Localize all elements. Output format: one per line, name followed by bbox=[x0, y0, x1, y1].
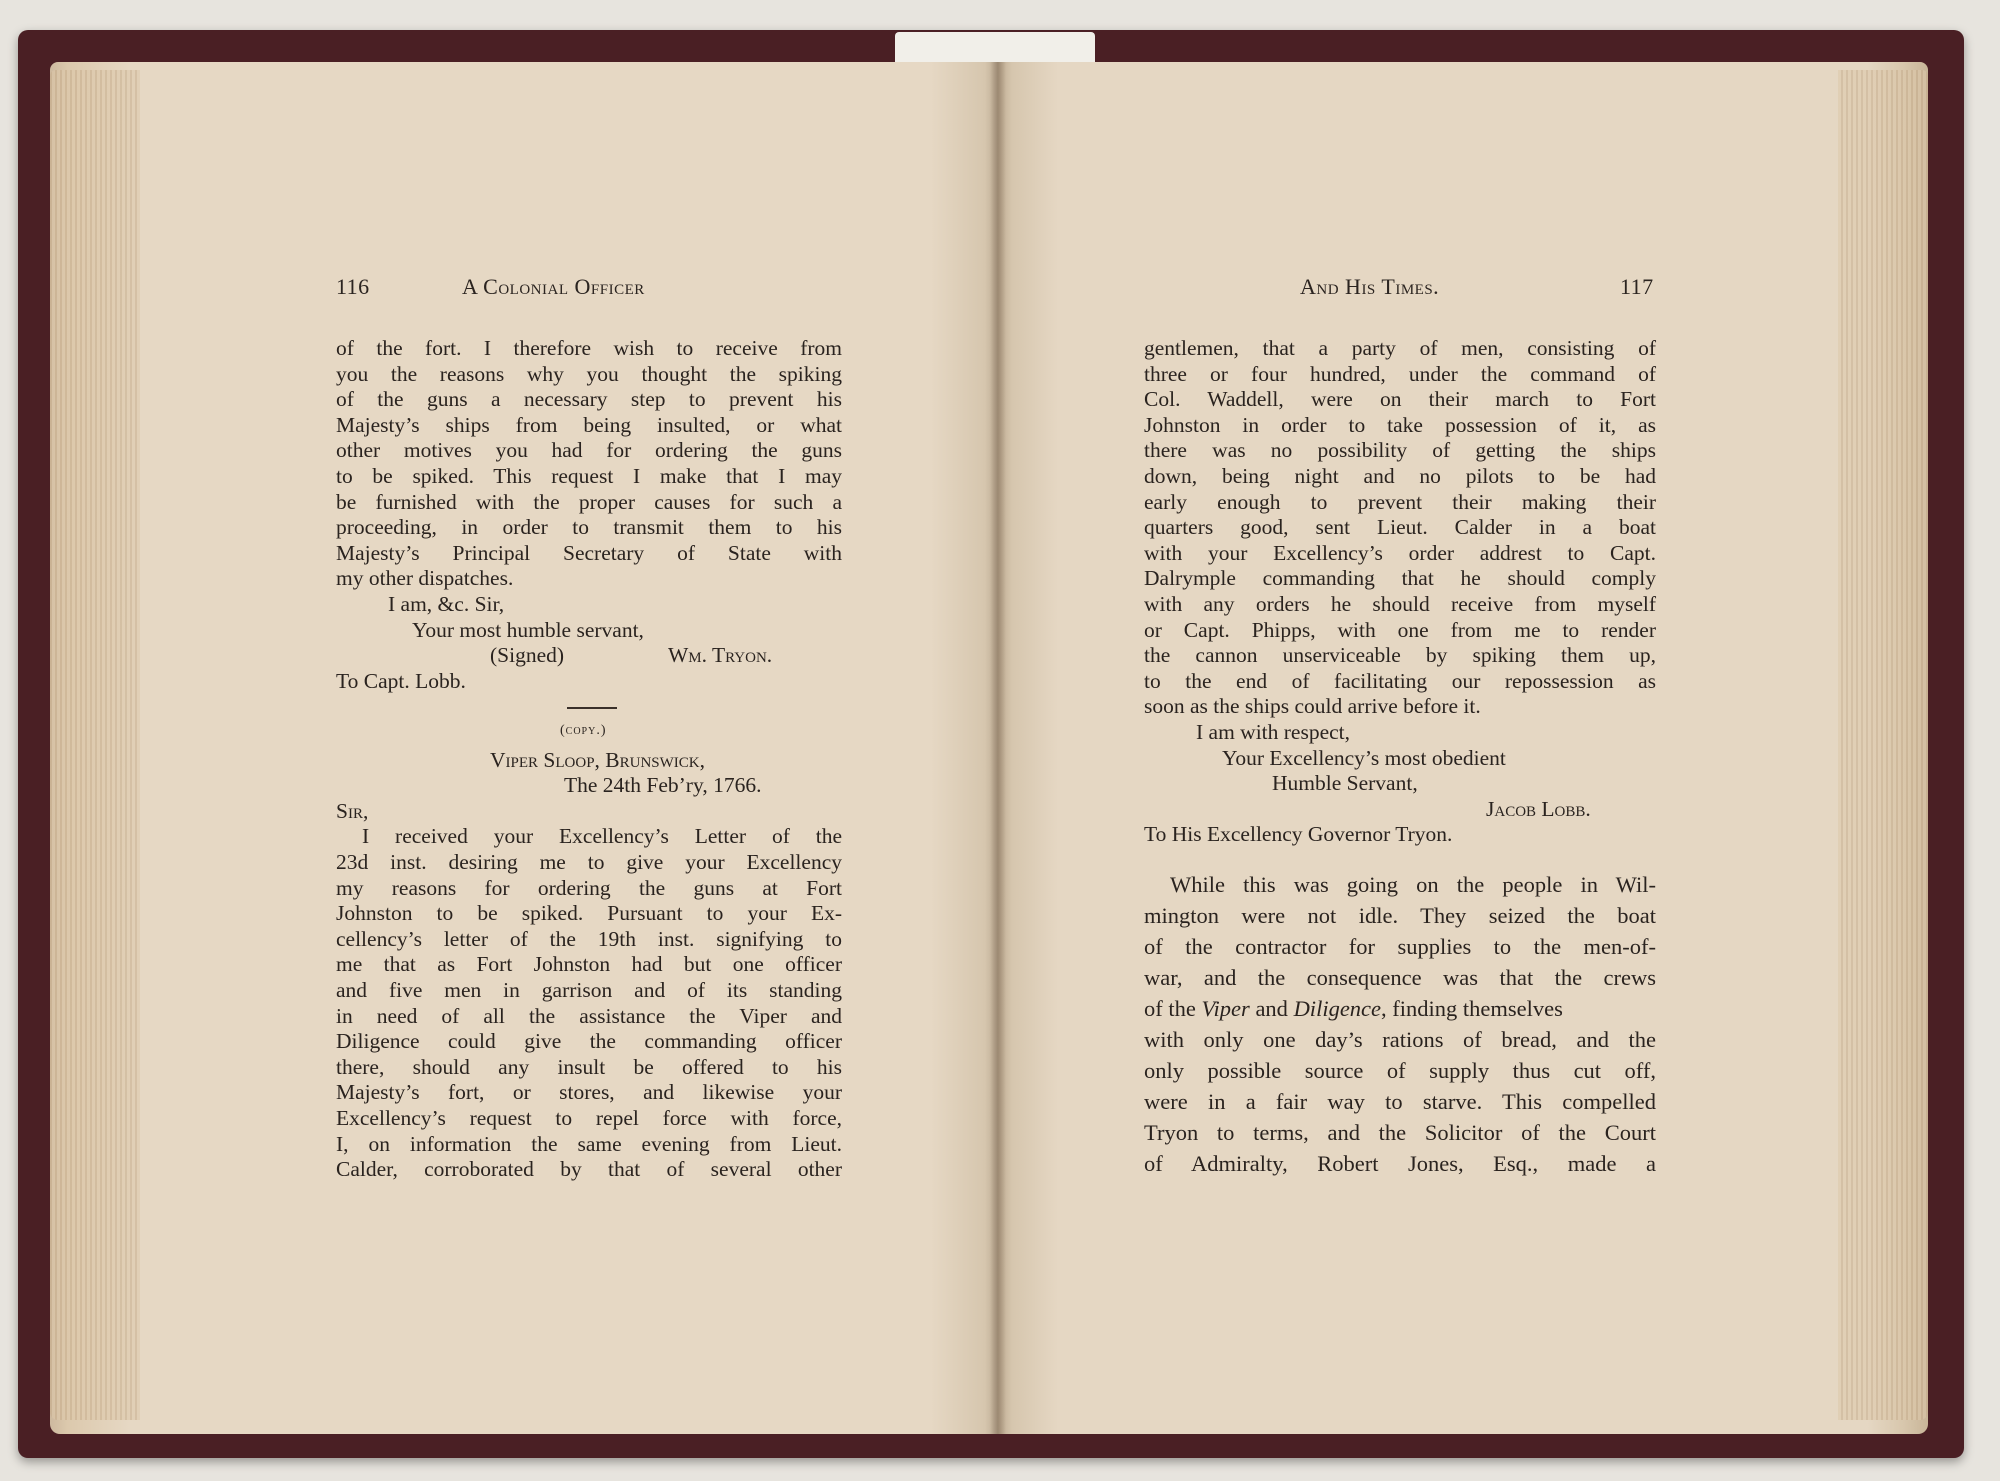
text-line: the cannon unserviceable by spiking them up, bbox=[1144, 643, 1656, 668]
text-line: to the end of facilitating our repossession as bbox=[1144, 668, 1656, 693]
signature-lobb: Jacob Lobb. bbox=[1486, 796, 1591, 821]
text-line: you the reasons why you thought the spiking bbox=[336, 361, 842, 386]
text-line: war, and the consequence was that the crews bbox=[1144, 965, 1656, 990]
left-running-head: A Colonial Officer bbox=[462, 274, 645, 299]
letter-closing-3: Humble Servant, bbox=[1272, 771, 1418, 796]
text-line: Diligence could give the commanding officer bbox=[336, 1029, 842, 1054]
text-line: be furnished with the proper causes for such a bbox=[336, 489, 842, 514]
right-page-body bbox=[1144, 336, 1656, 848]
letter-place: Viper Sloop, Brunswick, bbox=[490, 747, 706, 772]
text-line: other motives you had for ordering the guns bbox=[336, 438, 842, 463]
text-line: down, being night and no pilots to be had bbox=[1144, 463, 1656, 488]
text-line: with any orders he should receive from myself bbox=[1144, 591, 1656, 616]
text-line: Johnston in order to take possession of it, as bbox=[1144, 412, 1656, 437]
text-line: of the fort. I therefore wish to receive from bbox=[336, 336, 842, 360]
right-page-number: 117 bbox=[1620, 274, 1654, 299]
text-line: soon as the ships could arrive before it. bbox=[1144, 694, 1481, 719]
text-line: quarters good, sent Lieut. Calder in a boat bbox=[1144, 515, 1656, 540]
text-line: and five men in garrison and of its standing bbox=[336, 977, 842, 1002]
left-page-number: 116 bbox=[336, 274, 370, 299]
text-line: there was no possibility of getting the ships bbox=[1144, 438, 1656, 463]
text-line: three or four hundred, under the command of bbox=[1144, 361, 1656, 386]
right-running-head: And His Times. bbox=[1300, 274, 1440, 299]
text-line: were in a fair way to starve. This compelled bbox=[1144, 1089, 1656, 1114]
ship-name-diligence: Diligence bbox=[1293, 996, 1382, 1021]
letter-date: The 24th Feb’ry, 1766. bbox=[564, 773, 762, 798]
section-rule bbox=[567, 707, 617, 709]
left-page-body bbox=[336, 336, 842, 694]
text-line: Majesty’s fort, or stores, and likewise your bbox=[336, 1080, 842, 1105]
signed-label: (Signed) bbox=[490, 643, 565, 668]
text-line: with only one day’s rations of bread, and the bbox=[1144, 1027, 1656, 1052]
text-line: with your Excellency’s order addrest to Capt. bbox=[1144, 540, 1656, 565]
text-line: mington were not idle. They seized the boat bbox=[1144, 903, 1656, 928]
text-line: or Capt. Phipps, with one from me to render bbox=[1144, 617, 1656, 642]
text-line: of the contractor for supplies to the men-of- bbox=[1144, 934, 1656, 959]
letter-closing: I am with respect, bbox=[1196, 719, 1351, 744]
text-line: I, on information the same evening from Lieut. bbox=[336, 1131, 842, 1156]
letter-salutation: Sir, bbox=[336, 798, 369, 823]
text-line: me that as Fort Johnston had but one officer bbox=[336, 952, 842, 977]
gutter-shadow bbox=[990, 62, 1006, 1434]
letter-closing-2: Your Excellency’s most obedient bbox=[1222, 745, 1506, 770]
signature-line bbox=[336, 643, 842, 669]
text-line: 23d inst. desiring me to give your Excellency bbox=[336, 849, 842, 874]
text-line: Majesty’s ships from being insulted, or what bbox=[336, 412, 842, 437]
text-line: cellency’s letter of the 19th inst. signifying to bbox=[336, 926, 842, 951]
text-line: only possible source of supply thus cut off, bbox=[1144, 1058, 1656, 1083]
letter-addressee: To His Excellency Governor Tryon. bbox=[1144, 822, 1453, 847]
text-line: early enough to prevent their making their bbox=[1144, 489, 1656, 514]
right-page-narrative bbox=[1144, 869, 1656, 1179]
text-line: Johnston to be spiked. Pursuant to your Ex- bbox=[336, 901, 842, 926]
left-page-edges bbox=[50, 70, 140, 1420]
left-page-body-2 bbox=[336, 718, 842, 1183]
ship-name-viper: Viper bbox=[1201, 996, 1250, 1021]
text-line: Tryon to terms, and the Solicitor of the Court bbox=[1144, 1120, 1656, 1145]
text-line-italic bbox=[1144, 993, 1656, 1024]
text-line: proceeding, in order to transmit them to his bbox=[336, 515, 842, 540]
text-fragment: and bbox=[1249, 996, 1294, 1021]
text-line: of the guns a necessary step to prevent his bbox=[336, 387, 842, 412]
text-line: Col. Waddell, were on their march to Fort bbox=[1144, 387, 1656, 412]
text-line: to be spiked. This request I make that I may bbox=[336, 463, 842, 488]
text-line: there, should any insult be offered to his bbox=[336, 1054, 842, 1079]
text-line: gentlemen, that a party of men, consisting of bbox=[1144, 336, 1656, 360]
text-line: Calder, corroborated by that of several other bbox=[336, 1157, 842, 1182]
text-line: Dalrymple commanding that he should comply bbox=[1144, 566, 1656, 591]
copy-label: (copy.) bbox=[560, 723, 607, 738]
letter-closing: I am, &c. Sir, bbox=[388, 591, 505, 616]
text-line: my other dispatches. bbox=[336, 566, 514, 591]
text-line: I received your Excellency’s Letter of the bbox=[362, 824, 842, 849]
text-line: Majesty’s Principal Secretary of State with bbox=[336, 540, 842, 565]
text-fragment: , finding themselves bbox=[1381, 996, 1563, 1021]
text-fragment: of the bbox=[1144, 996, 1202, 1021]
text-line: my reasons for ordering the guns at Fort bbox=[336, 875, 842, 900]
text-line: of Admiralty, Robert Jones, Esq., made a bbox=[1144, 1151, 1656, 1176]
text-line: While this was going on the people in Wil- bbox=[1170, 872, 1656, 897]
text-line: in need of all the assistance the Viper and bbox=[336, 1003, 842, 1028]
signature-tryon: Wm. Tryon. bbox=[668, 643, 773, 668]
letter-humble: Your most humble servant, bbox=[412, 617, 644, 642]
right-page-edges bbox=[1838, 70, 1928, 1420]
letter-addressee: To Capt. Lobb. bbox=[336, 668, 466, 693]
text-line: Excellency’s request to repel force with force, bbox=[336, 1105, 842, 1130]
